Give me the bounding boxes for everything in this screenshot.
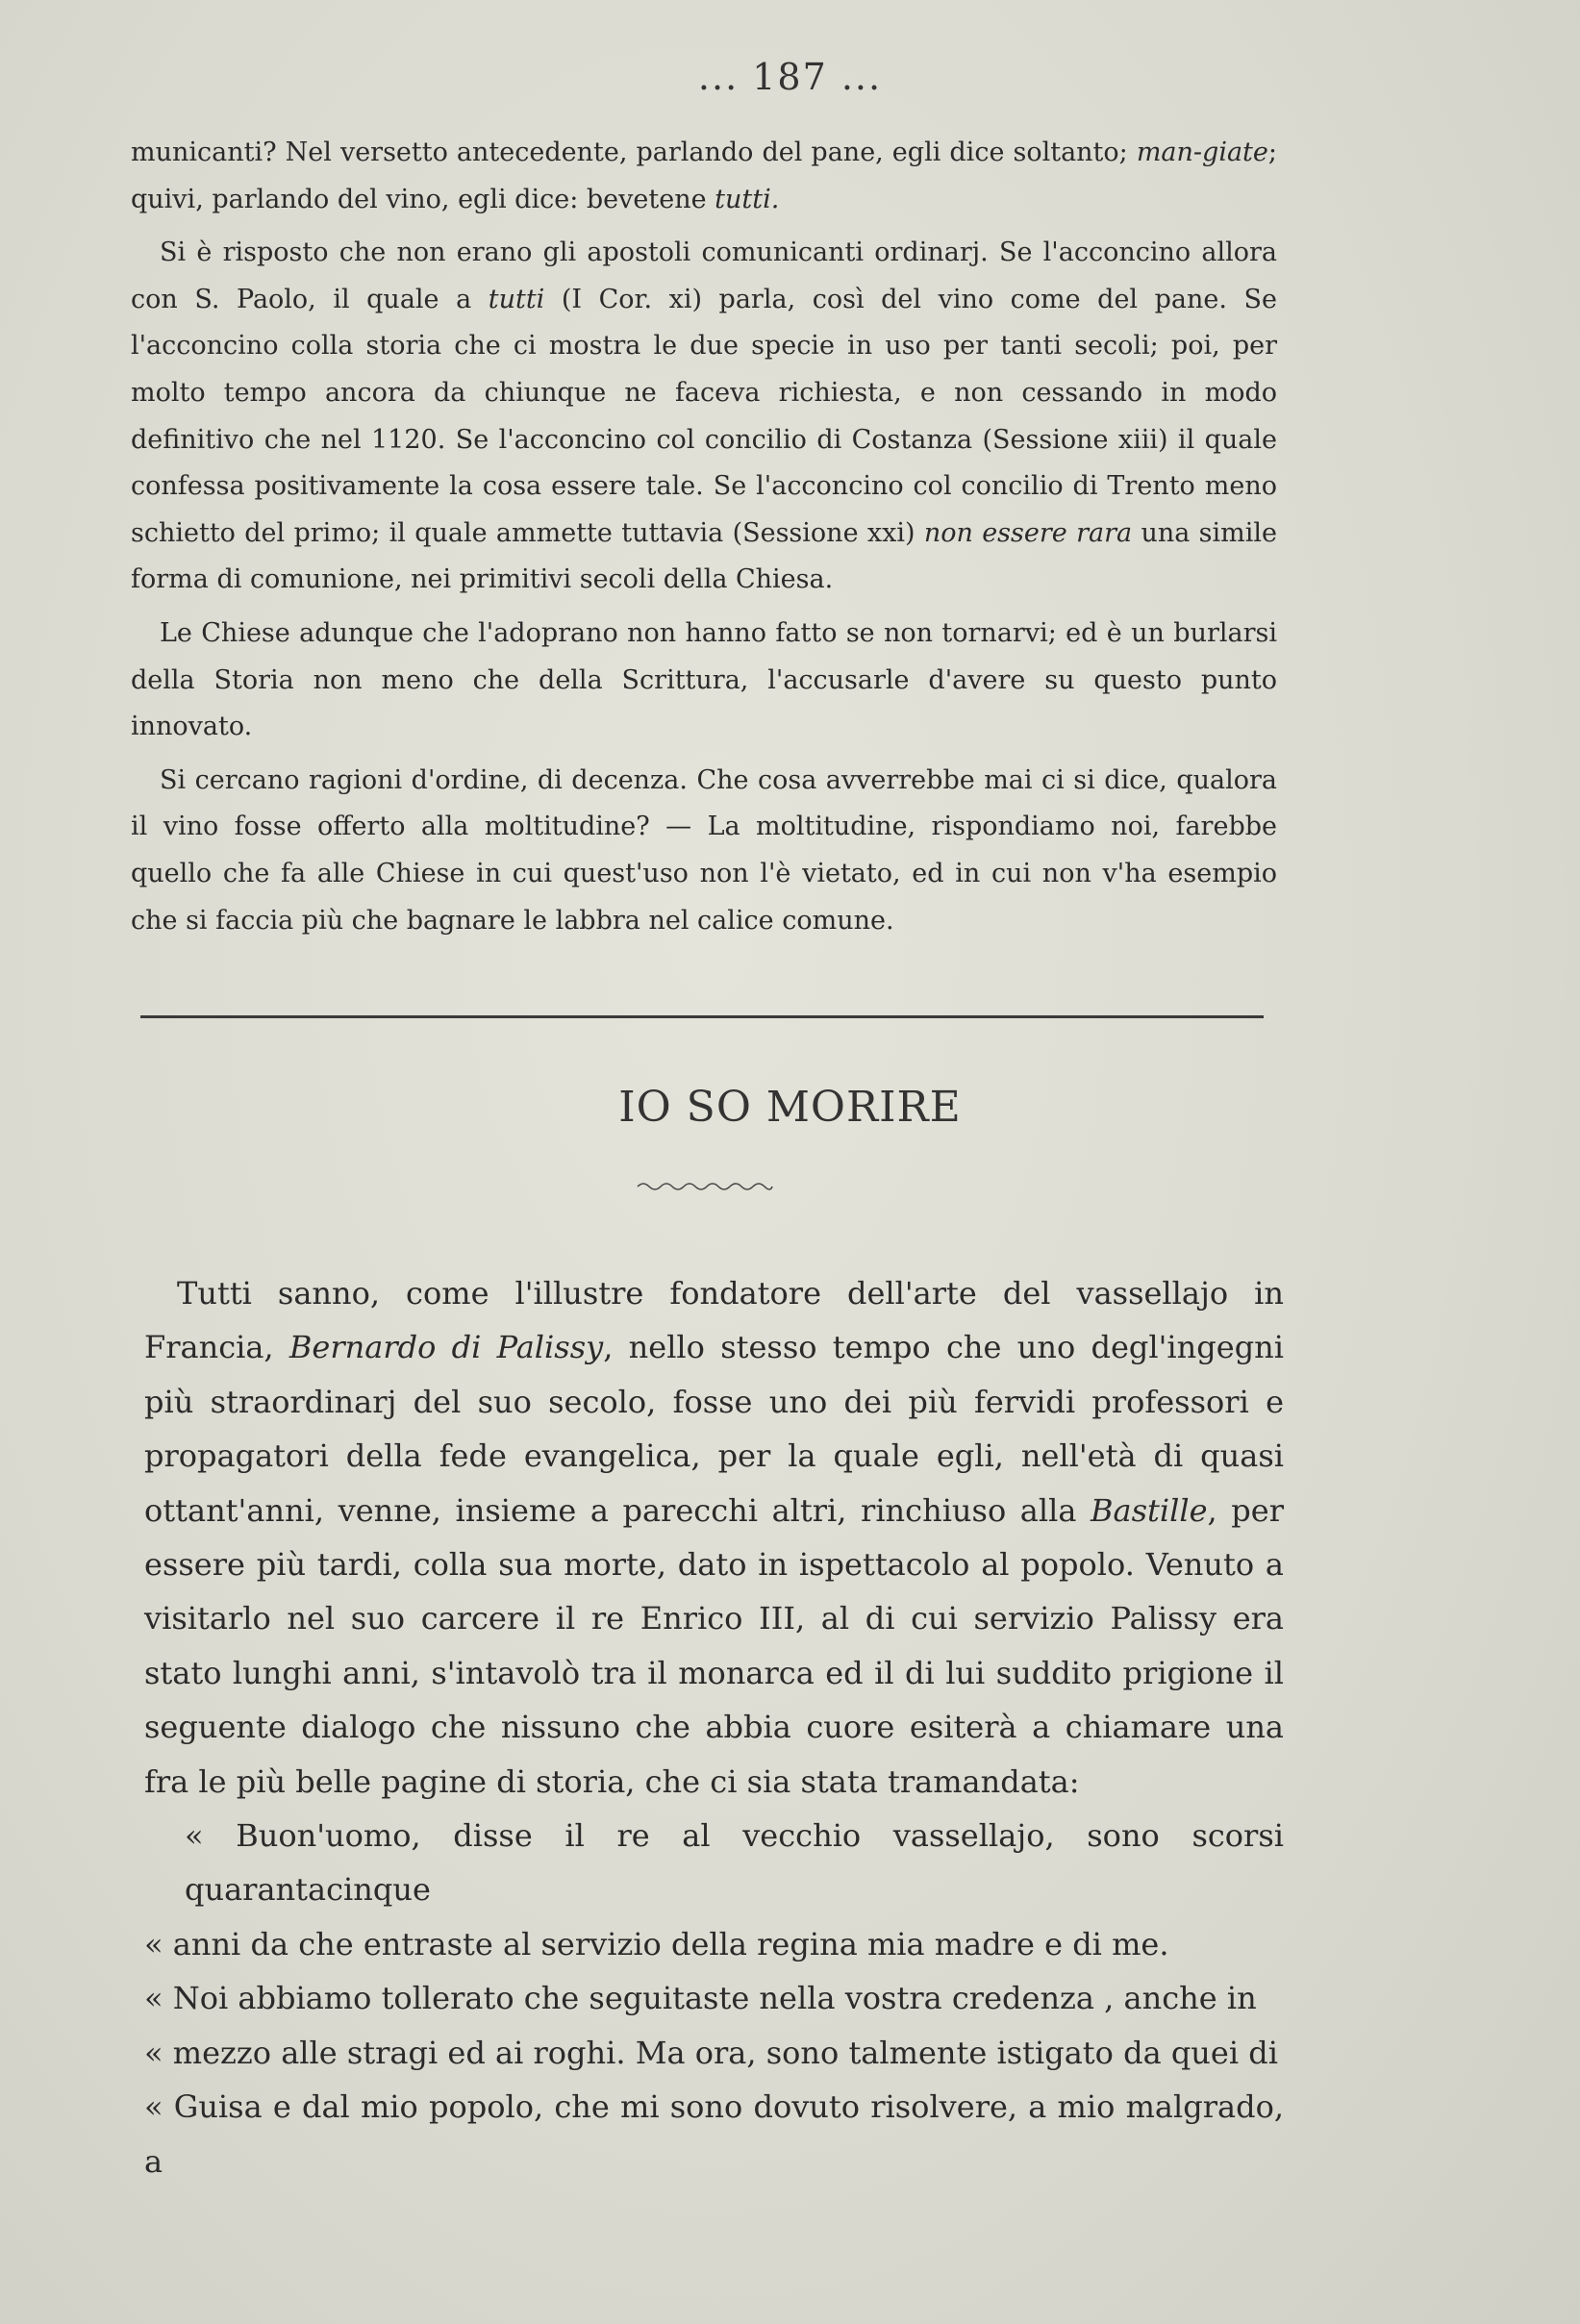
- paragraph: [131, 758, 1277, 944]
- text-run-italic: Bernardo di Palissy: [288, 1329, 604, 1366]
- text-run-italic: tutti.: [715, 184, 780, 214]
- text-run: Tutti sanno, come l'illustre fondatore dell'arte del vassellajo in Francia,: [144, 1275, 1284, 1366]
- page-number-header: ... 187 ...: [697, 56, 883, 98]
- section-divider: [140, 1015, 1264, 1018]
- section-title: IO SO MORIRE: [618, 1083, 962, 1132]
- bottom-text-block: [144, 1266, 1284, 2188]
- paragraph: [144, 1266, 1284, 1809]
- text-run-italic: Bastille: [1091, 1491, 1208, 1529]
- quote-line: « Noi abbiamo tollerato che seguitaste nella vostra credenza , anche in: [144, 1980, 1257, 2017]
- quote-line: « mezzo alle stragi ed ai roghi. Ma ora, sono talmente istigato da quei di: [144, 2034, 1278, 2071]
- text-run-italic: non essere rara: [923, 517, 1133, 548]
- paragraph: [131, 130, 1277, 223]
- text-run-italic: tutti: [488, 284, 545, 314]
- quote-line: « anni da che entraste al servizio della regina mia madre e di me.: [144, 1925, 1169, 1962]
- text-run: , per essere più tardi, colla sua morte, dato in ispettacolo al popolo. Venuto a visitarlo nel suo carcere il re Enrico III, al di cui servizio Palissy era stato lunghi anni, s'intavolò tra il monarca ed il di lui suddito prigione il seguente dialogo che nissuno che abbia cuore esiterà a chiamare una fra le più belle pagine di storia, che ci sia stata tramandata:: [144, 1491, 1285, 1800]
- text-run: (I Cor. xi) parla, così del vino come del pane. Se l'acconcino colla storia che ci mostra le due specie in uso per tanti secoli; poi, per molto tempo ancora da chiunque ne faceva richiesta, e non cessando in modo definitivo che nel 1120. Se l'acconcino col concilio di Costanza (Sessione xiii) il quale confessa positivamente la cosa essere tale. Se l'acconcino col concilio di Trento meno schietto del primo; il quale ammette tuttavia (Sessione xxi): [131, 284, 1277, 548]
- top-text-block: [131, 130, 1277, 951]
- ornament-flourish: [636, 1181, 774, 1192]
- text-run: Si è risposto che non erano gli apostoli comunicanti ordinarj. Se l'acconcino allora con S. Paolo, il quale a: [131, 237, 1277, 314]
- quote-paragraph: [144, 1809, 1284, 2188]
- paragraph: [131, 230, 1277, 604]
- text-run: una simile forma di comunione, nei primitivi secoli della Chiesa.: [131, 517, 1277, 595]
- quote-line: « Guisa e dal mio popolo, che mi sono dovuto risolvere, a mio malgrado, a: [144, 2088, 1284, 2180]
- text-run: Le Chiese adunque che l'adoprano non hanno fatto se non tornarvi; ed è un burlarsi della Storia non meno che della Scrittura, l'accusarle d'avere su questo punto innovato.: [131, 617, 1277, 742]
- text-run: municanti? Nel versetto antecedente, parlando del pane, egli dice soltanto;: [131, 137, 1137, 167]
- text-run: Si cercano ragioni d'ordine, di decenza. Che cosa avverrebbe mai ci si dice, qualora il vino fosse offerto alla moltitudine? — La moltitudine, rispondiamo noi, farebbe quello che fa alle Chiese in cui quest'uso non l'è vietato, ed in cui non v'ha esempio che si faccia più che bagnare le labbra nel calice comune.: [131, 764, 1277, 936]
- quote-line: « Buon'uomo, disse il re al vecchio vassellajo, sono scorsi quarantacinque: [185, 1817, 1284, 1909]
- text-run: , nello stesso tempo che uno degl'ingegni più straordinarj del suo secolo, fosse uno dei più fervidi professori e propagatori della fede evangelica, per la quale egli, nell'età di quasi ottant'anni, venne, insieme a parecchi altri, rinchiuso alla: [144, 1329, 1285, 1529]
- paragraph: [131, 611, 1277, 751]
- text-run-italic: man-giate: [1136, 137, 1268, 167]
- text-run: ; quivi, parlando del vino, egli dice: bevetene: [131, 137, 1277, 214]
